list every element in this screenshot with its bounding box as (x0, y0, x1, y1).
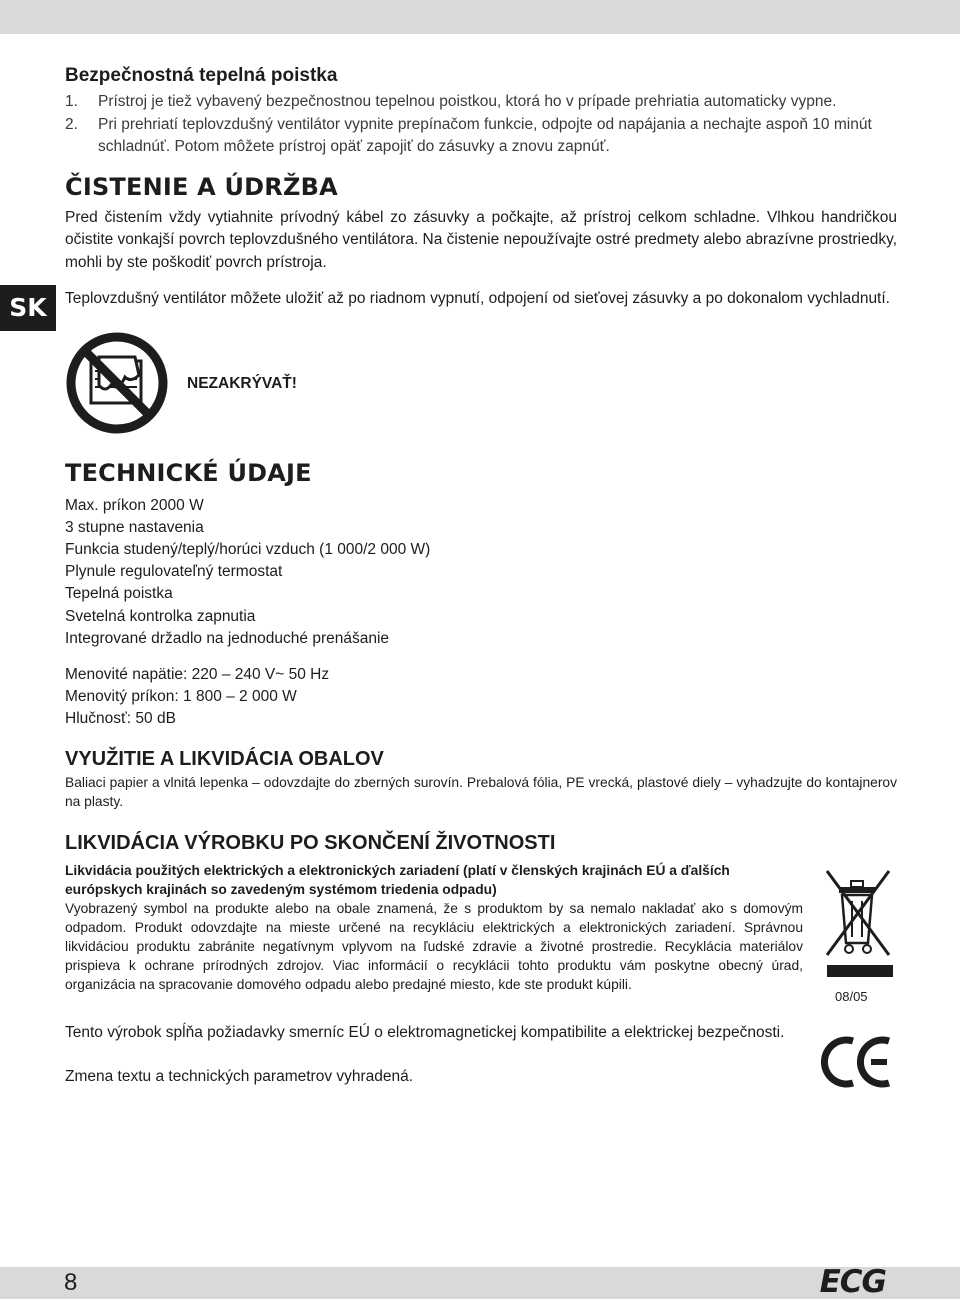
disposal-section (65, 861, 897, 1089)
page-content (65, 63, 897, 1089)
no-cover-label: NEZAKRÝVAŤ! (187, 374, 297, 392)
list-item-text: Pri prehriatí teplovzdušný ventilátor vypnite prepínačom funkcie, odpojte od napájania a nechajte aspoň 10 minút schladnúť. Potom môžete prístroj opäť zapojiť do zásuvky a znovu zapnúť. (98, 115, 872, 155)
tech-ratings (65, 664, 897, 731)
crossed-bin-icon (819, 861, 897, 981)
disposal-bold-heading: Likvidácia použitých elektrických a elektronických zariadení (platí v členských krajinách EÚ a ďalších európskych krajinách so zavedeným systémom triedenia odpadu) (65, 862, 730, 897)
compliance-text: Tento výrobok spĺňa požiadavky smerníc EÚ o elektromagnetickej kompatibilite a elektrickej bezpečnosti. (65, 1023, 785, 1041)
page-number: 8 (64, 1269, 78, 1296)
rating-line: Menovitý príkon: 1 800 – 2 000 W (65, 688, 297, 706)
reserved-notice: Zmena textu a technických parametrov vyhradená. (65, 1068, 414, 1086)
no-cover-warning (65, 331, 897, 451)
tech-features (65, 495, 897, 650)
brand-logo: ECG (819, 1264, 886, 1300)
packaging-text: Baliaci papier a vlnitá lepenka – odovzdajte do zberných surovín. Prebalová fólia, PE vrecká, plastové diely – vyhadzujte do kontajnerov na plasty. (65, 774, 897, 809)
cleaning-heading: ČISTENIE A ÚDRŽBA (65, 172, 338, 201)
disposal-heading: LIKVIDÁCIA VÝROBKU PO SKONČENÍ ŽIVOTNOSTI (65, 831, 556, 854)
spec-line: Integrované držadlo na jednoduché prenášanie (65, 629, 390, 647)
footer-bar (0, 1267, 960, 1299)
ce-mark-icon (821, 1033, 895, 1091)
list-item (65, 91, 897, 114)
tech-heading: TECHNICKÉ ÚDAJE (65, 458, 312, 487)
thermal-fuse-list (65, 91, 897, 159)
header-bar (0, 0, 960, 34)
do-not-cover-icon (65, 331, 169, 435)
list-item (65, 114, 897, 159)
spec-line: Tepelná poistka (65, 585, 173, 603)
disposal-text-column (65, 861, 803, 994)
rating-line: Hlučnosť: 50 dB (65, 710, 176, 728)
thermal-fuse-heading: Bezpečnostná tepelná poistka (65, 65, 338, 86)
weee-date: 08/05 (835, 988, 868, 1004)
list-item-number: 2. (65, 115, 78, 133)
spec-line: Svetelná kontrolka zapnutia (65, 607, 256, 625)
disposal-text: Vyobrazený symbol na produkte alebo na obale znamená, že s produktom by sa nemalo nakladať ako s domovým odpadom. Produkt odovzdajte na mieste určené na recykláciu elektrických a elektronických zariadení. Správnou likvidáciou produktu zabránite negatívnym vplyvom na ľudské zdravie a životné prostredie. Recyklácia materiálov prispieva k ochrane prírodných zdrojov. Viac informácií o recyklácii tohto produktu vám poskytne obecný úrad, organizácia na spracovanie domového odpadu alebo predajné miesto, kde ste produkt kúpili. (65, 900, 803, 992)
spec-line: Plynule regulovateľný termostat (65, 563, 283, 581)
list-item-number: 1. (65, 93, 78, 110)
spec-line: Max. príkon 2000 W (65, 496, 204, 514)
language-tab: SK (0, 285, 56, 331)
packaging-heading: VYUŽITIE A LIKVIDÁCIA OBALOV (65, 747, 384, 770)
cleaning-paragraph: Pred čistením vždy vytiahnite prívodný kábel zo zásuvky a počkajte, až prístroj celkom schladne. Vlhkou handričkou očistite vonkajší povrch teplovzdušného ventilátora. Na čistenie nepoužívajte ostré predmety alebo abrazívne prostriedky, mohli by ste poškodiť povrch prístroja. (65, 208, 897, 271)
list-item-text: Prístroj je tiež vybavený bezpečnostnou tepelnou poistkou, ktorá ho v prípade prehriatia automaticky vypne. (98, 93, 837, 110)
spec-line: Funkcia studený/teplý/horúci vzduch (1 000/2 000 W) (65, 540, 431, 558)
storage-paragraph: Teplovzdušný ventilátor môžete uložiť až po riadnom vypnutí, odpojení od sieťovej zásuvky a po dokonalom vychladnutí. (65, 290, 890, 307)
rating-line: Menovité napätie: 220 – 240 V~ 50 Hz (65, 665, 330, 683)
spec-line: 3 stupne nastavenia (65, 518, 204, 536)
